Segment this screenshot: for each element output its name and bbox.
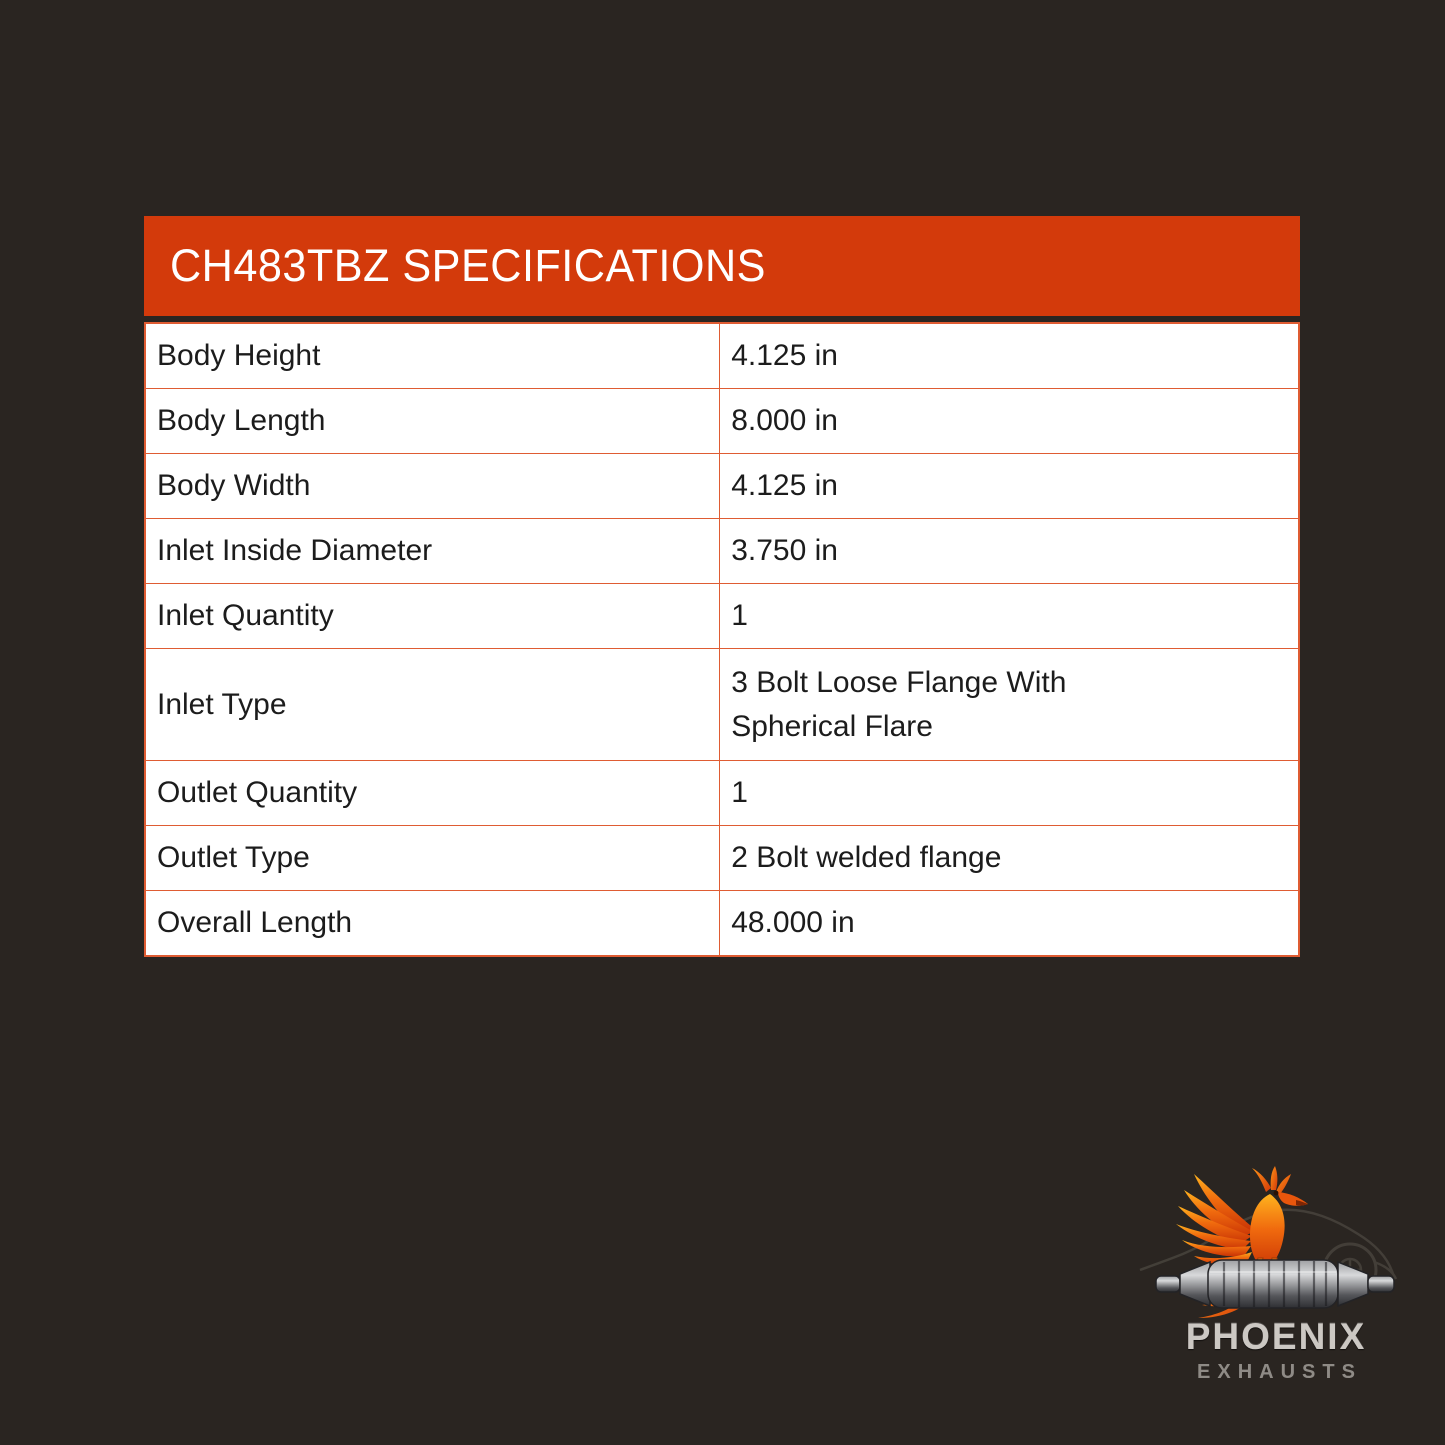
spec-value-cell: 2 Bolt welded flange [720,826,1299,891]
spec-label-cell: Overall Length [146,891,720,956]
phoenix-logo-icon [1138,1166,1414,1320]
spec-value-cell: 48.000 in [720,891,1299,956]
table-row [146,584,1299,649]
table-row [146,826,1299,891]
spec-value-cell: 1 [720,761,1299,826]
spec-title: CH483TBZ SPECIFICATIONS [170,240,766,291]
table-row [146,761,1299,826]
spec-table-container [144,322,1300,957]
spec-value-cell: 4.125 in [720,454,1299,519]
spec-label-cell: Inlet Quantity [146,584,720,649]
brand-name: PHOENIX [1185,1316,1367,1357]
spec-header [144,216,1300,316]
spec-value-cell: 3.750 in [720,519,1299,584]
spec-label-cell: Outlet Type [146,826,720,891]
spec-value-cell: 4.125 in [720,324,1299,389]
spec-value-cell: 1 [720,584,1299,649]
spec-label-cell: Body Width [146,454,720,519]
spec-label-cell: Inlet Inside Diameter [146,519,720,584]
spec-value-cell: 3 Bolt Loose Flange With Spherical Flare [720,649,1299,761]
spec-label-cell: Body Length [146,389,720,454]
table-row [146,891,1299,956]
table-row [146,389,1299,454]
table-row [146,649,1299,761]
spec-label-cell: Inlet Type [146,649,720,761]
brand-logo [1138,1166,1414,1384]
spec-value-cell: 8.000 in [720,389,1299,454]
brand-tagline: EXHAUSTS [1197,1361,1362,1383]
spec-label-cell: Outlet Quantity [146,761,720,826]
spec-table [145,323,1299,956]
spec-label-cell: Body Height [146,324,720,389]
table-row [146,454,1299,519]
table-row [146,324,1299,389]
table-row [146,519,1299,584]
